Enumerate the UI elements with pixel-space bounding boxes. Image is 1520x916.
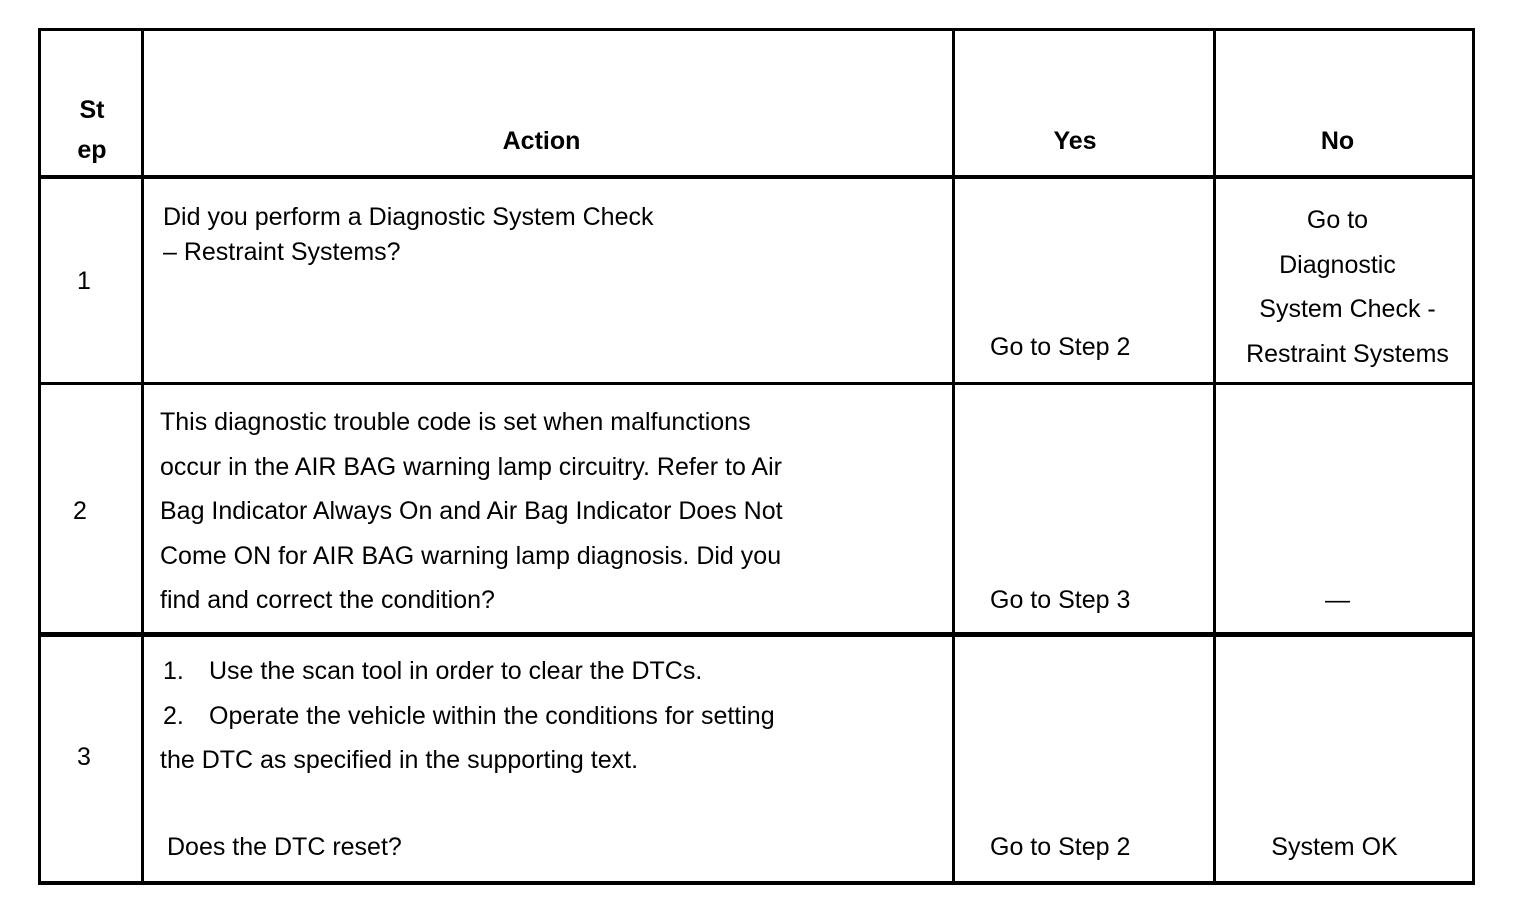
row-1-no	[1220, 198, 1455, 376]
row-1-action-line-1: Did you perform a Diagnostic System Check	[163, 203, 654, 231]
table-border-left	[38, 28, 41, 885]
row-1-action	[163, 200, 943, 270]
row-1-action-line-2: – Restraint Systems?	[163, 238, 401, 266]
row-2-action-line-4: Come ON for AIR BAG warning lamp diagnosis. Did you	[160, 541, 782, 570]
row-1-no-line-4: Restraint Systems	[1246, 339, 1449, 368]
header-yes: Yes	[1053, 127, 1097, 155]
header-step-line2: ep	[77, 136, 107, 164]
column-divider-step	[141, 28, 144, 885]
header-action: Action	[502, 127, 581, 155]
row-3-action-item-1-number: 1.	[163, 657, 184, 685]
row-1-no-line-3: System Check -	[1259, 295, 1436, 323]
row-3-action-item-2-text: Operate the vehicle within the conditions for setting	[209, 701, 775, 730]
table-border-bottom	[38, 881, 1475, 885]
row-1-step: 1	[77, 267, 91, 295]
header-step	[44, 90, 140, 170]
row-2-action-line-1: This diagnostic trouble code is set when malfunctions	[160, 408, 751, 436]
row-3-yes: Go to Step 2	[990, 833, 1131, 861]
table-border-right	[1472, 28, 1475, 885]
header-divider	[38, 175, 1475, 179]
row-divider-2	[38, 632, 1475, 637]
row-3-action-question: Does the DTC reset?	[167, 833, 402, 861]
column-divider-yes	[1213, 28, 1216, 885]
row-3-no: System OK	[1271, 833, 1398, 861]
row-3-step: 3	[77, 743, 91, 771]
column-divider-action	[952, 28, 955, 885]
row-3-action-continuation: the DTC as specified in the supporting text.	[160, 746, 639, 774]
row-3-action-item-2-number: 2.	[163, 701, 184, 730]
row-3-action	[160, 649, 950, 783]
row-3-action-item-1	[160, 649, 950, 694]
header-no: No	[1320, 127, 1355, 155]
row-1-no-line-1: Go to	[1306, 206, 1369, 234]
table-border-top	[38, 28, 1475, 31]
row-1-yes: Go to Step 2	[990, 333, 1131, 361]
row-2-yes: Go to Step 3	[990, 586, 1131, 614]
row-2-step: 2	[73, 497, 87, 525]
row-divider-1	[38, 382, 1475, 385]
row-2-action-line-5: find and correct the condition?	[160, 586, 495, 614]
row-2-action	[160, 400, 950, 623]
row-1-no-line-2: Diagnostic	[1279, 250, 1396, 279]
row-2-action-line-2: occur in the AIR BAG warning lamp circuitry. Refer to Air	[160, 452, 782, 481]
row-2-action-line-3: Bag Indicator Always On and Air Bag Indicator Does Not	[160, 497, 783, 525]
row-3-action-item-1-text: Use the scan tool in order to clear the DTCs.	[209, 657, 703, 685]
row-3-action-item-2	[160, 694, 950, 739]
row-2-no: —	[1325, 586, 1350, 614]
header-step-line1: St	[79, 96, 105, 124]
